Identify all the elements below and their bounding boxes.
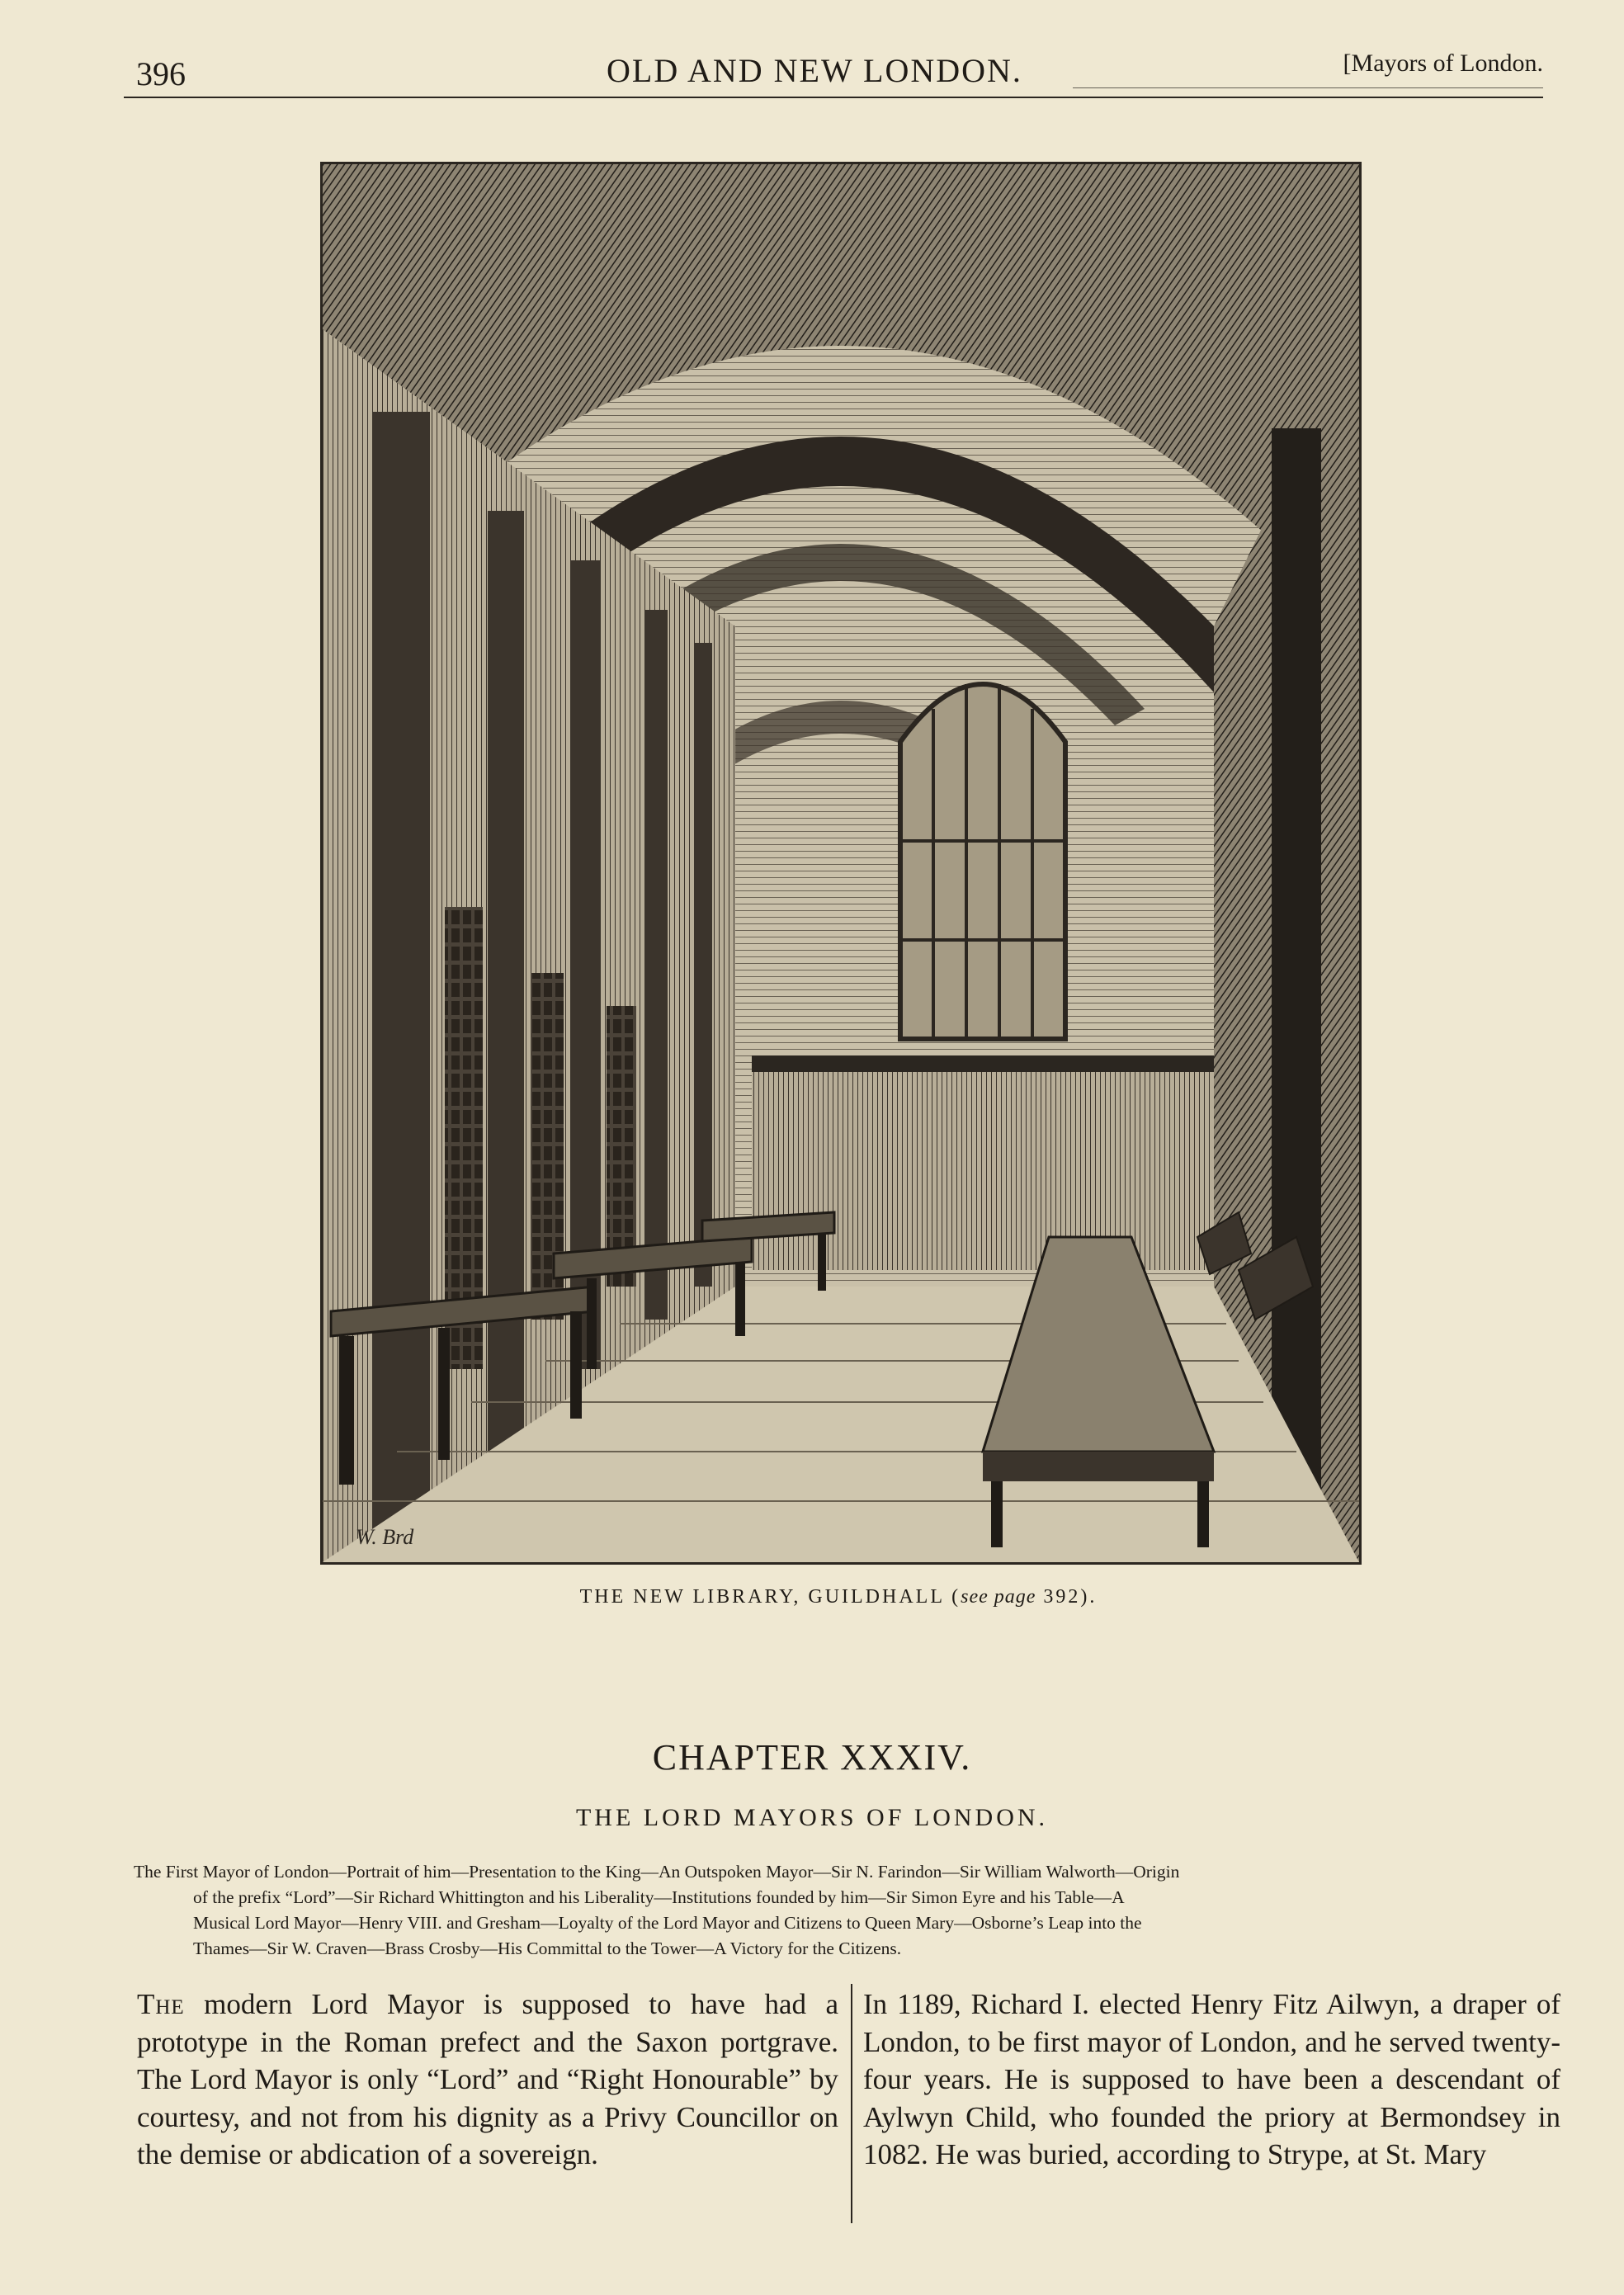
engraving-new-library-guildhall [320,162,1362,1565]
chapter-subtitle: THE LORD MAYORS OF LONDON. [575,1804,1049,1831]
header-rule [124,97,1543,98]
synopsis-line: of the prefix “Lord”—Sir Richard Whittington and his Liberality—Institutions founded by him—Sir Simon Eyre and his Table—A [193,1887,1125,1907]
caption-italic: see page [961,1586,1036,1608]
body-column-left [137,1986,838,2174]
synopsis-line: Thames—Sir W. Craven—Brass Crosby—His Committal to the Tower—A Victory for the Citizens. [193,1938,902,1958]
left-column-text: modern Lord Mayor is supposed to have had a prototype in the Roman prefect and the Saxon portgrave. The Lord Mayor is only “Lord” and “Right Honourable” by courtesy, and not from his dignity as a Privy Councillor on the demise or abdication of a sovereign. [137,1988,838,2171]
synopsis-line: The First Mayor of London—Portrait of him—Presentation to the King—An Outspoken Mayor—Sir N. Farindon—Sir William Walworth—Origin [134,1862,1180,1882]
chapter-synopsis [134,1859,1555,1962]
running-head [124,43,1543,101]
right-column-text: In 1189, Richard I. elected Henry Fitz Ailwyn, a draper of London, to be first mayor of London, and he served twenty-four years. He is supposed to have been a descendant of Aylwyn Child, who founded the priory at Bermondsey in 1082. He was buried, according to Strype, at St. Mary [863,1988,1560,2171]
synopsis-line: Musical Lord Mayor—Henry VIII. and Gresham—Loyalty of the Lord Mayor and Citizens to Queen Mary—Osborne’s Leap into the [193,1913,1142,1933]
column-divider [851,1984,852,2223]
library-interior-illustration [323,164,1359,1562]
svg-text:W. Brd: W. Brd [356,1525,414,1549]
chapter-title: CHAPTER XXXIV. [652,1737,972,1778]
illustration-caption [320,1586,1357,1608]
caption-end: 392). [1036,1586,1098,1608]
running-section: [Mayors of London. [1343,50,1543,77]
running-title: OLD AND NEW LONDON. [607,52,1022,89]
caption-text: THE NEW LIBRARY, GUILDHALL ( [579,1586,961,1608]
body-column-right [863,1986,1560,2174]
opening-word: The [137,1988,185,2020]
header-rule-short [1073,87,1543,88]
page-number: 396 [136,55,186,92]
